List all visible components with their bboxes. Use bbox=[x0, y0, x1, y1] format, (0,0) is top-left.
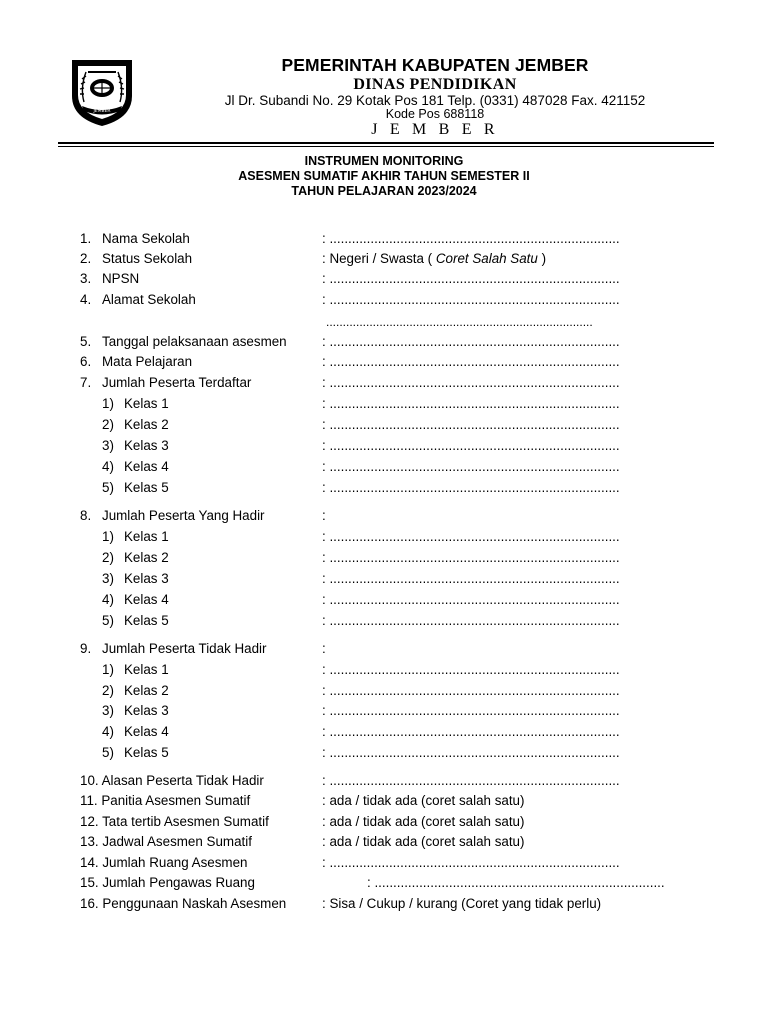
item-label: 15. Jumlah Pengawas Ruang bbox=[80, 875, 255, 890]
item-number: 9. bbox=[80, 641, 92, 656]
sub-item-number: 4) bbox=[102, 592, 114, 607]
sub-item-label: Kelas 2 bbox=[124, 550, 169, 565]
item-label: Nama Sekolah bbox=[102, 231, 190, 246]
item-number: 5. bbox=[80, 334, 92, 349]
sub-item-number: 2) bbox=[102, 550, 114, 565]
sub-item-label: Kelas 5 bbox=[124, 745, 169, 760]
status-options: : Negeri / Swasta ( Coret Salah Satu ) bbox=[322, 251, 547, 266]
item-number: 7. bbox=[80, 375, 92, 390]
header-address: Jl Dr. Subandi No. 29 Kotak Pos 181 Telp. (0331) 487028 Fax. 421152 bbox=[224, 93, 646, 108]
document-title-line-2: ASESMEN SUMATIF AKHIR TAHUN SEMESTER II bbox=[238, 169, 530, 183]
item-label: 12. Tata tertib Asesmen Sumatif bbox=[80, 814, 269, 829]
fill-in-line[interactable]: : .............................................................................. bbox=[367, 875, 665, 890]
item-number: 2. bbox=[80, 251, 92, 266]
item-label: 16. Penggunaan Naskah Asesmen bbox=[80, 896, 287, 911]
form-row-tata-tertib bbox=[0, 814, 768, 830]
form-row-alamat-continuation bbox=[0, 314, 768, 330]
item-label: NPSN bbox=[102, 271, 140, 286]
document-title-line-3: TAHUN PELAJARAN 2023/2024 bbox=[291, 184, 477, 198]
sub-item-label: Kelas 2 bbox=[124, 683, 169, 698]
fill-in-line[interactable]: : .............................................................................. bbox=[322, 703, 620, 718]
form-row-tidak-hadir-kelas-1 bbox=[0, 662, 768, 678]
item-label: Status Sekolah bbox=[102, 251, 193, 266]
form-row-tidak-hadir-kelas-4 bbox=[0, 724, 768, 740]
form-row-penggunaan-naskah bbox=[0, 896, 768, 912]
fill-in-line-continuation[interactable]: ................................................................................ bbox=[326, 315, 593, 329]
fill-in-line[interactable]: : .............................................................................. bbox=[322, 417, 620, 432]
fill-in-line[interactable]: : .............................................................................. bbox=[322, 592, 620, 607]
fill-in-line[interactable]: : .............................................................................. bbox=[322, 683, 620, 698]
form-row-peserta-tidak-hadir bbox=[0, 641, 768, 657]
sub-item-number: 5) bbox=[102, 480, 114, 495]
header-city: J E M B E R bbox=[371, 121, 499, 138]
fill-in-line[interactable]: : .............................................................................. bbox=[322, 354, 620, 369]
document-title-line-1: INSTRUMEN MONITORING bbox=[304, 154, 464, 168]
fill-in-line[interactable]: : .............................................................................. bbox=[322, 550, 620, 565]
form-row-mata-pelajaran bbox=[0, 354, 768, 370]
fill-in-line[interactable]: : .............................................................................. bbox=[322, 724, 620, 739]
sub-item-number: 3) bbox=[102, 571, 114, 586]
sub-item-label: Kelas 2 bbox=[124, 417, 169, 432]
sub-item-number: 1) bbox=[102, 529, 114, 544]
item-label: Alamat Sekolah bbox=[102, 292, 196, 307]
form-row-tidak-hadir-kelas-2 bbox=[0, 683, 768, 699]
fill-in-line[interactable]: : .............................................................................. bbox=[322, 613, 620, 628]
sub-item-label: Kelas 5 bbox=[124, 480, 169, 495]
form-row-hadir-kelas-3 bbox=[0, 571, 768, 587]
item-label: 10. Alasan Peserta Tidak Hadir bbox=[80, 773, 264, 788]
header-department-title: DINAS PENDIDIKAN bbox=[353, 76, 517, 93]
form-row-hadir-kelas-1 bbox=[0, 529, 768, 545]
sub-item-number: 1) bbox=[102, 662, 114, 677]
fill-in-line[interactable]: : .............................................................................. bbox=[322, 529, 620, 544]
form-row-peserta-hadir bbox=[0, 508, 768, 524]
item-number: 6. bbox=[80, 354, 92, 369]
form-row-panitia-asesmen bbox=[0, 793, 768, 809]
form-row-npsn bbox=[0, 271, 768, 287]
item-colon: : bbox=[322, 508, 326, 523]
form-row-alamat-sekolah bbox=[0, 292, 768, 308]
sub-item-number: 2) bbox=[102, 417, 114, 432]
sub-item-label: Kelas 1 bbox=[124, 529, 169, 544]
sub-item-label: Kelas 3 bbox=[124, 703, 169, 718]
sub-item-label: Kelas 1 bbox=[124, 396, 169, 411]
sub-item-number: 4) bbox=[102, 459, 114, 474]
sub-item-label: Kelas 4 bbox=[124, 724, 169, 739]
sub-item-number: 2) bbox=[102, 683, 114, 698]
item-label: 11. Panitia Asesmen Sumatif bbox=[80, 793, 251, 808]
form-row-alasan-tidak-hadir bbox=[0, 773, 768, 789]
form-row-jumlah-pengawas bbox=[0, 875, 768, 891]
form-row-status-sekolah bbox=[0, 251, 768, 267]
item-number: 8. bbox=[80, 508, 92, 523]
choice-options[interactable]: : ada / tidak ada (coret salah satu) bbox=[322, 834, 525, 849]
form-row-terdaftar-kelas-1 bbox=[0, 396, 768, 412]
fill-in-line[interactable]: : .............................................................................. bbox=[322, 571, 620, 586]
sub-item-label: Kelas 3 bbox=[124, 438, 169, 453]
choice-options[interactable]: : ada / tidak ada (coret salah satu) bbox=[322, 793, 525, 808]
item-colon: : bbox=[322, 641, 326, 656]
form-row-terdaftar-kelas-2 bbox=[0, 417, 768, 433]
form-row-terdaftar-kelas-5 bbox=[0, 480, 768, 496]
sub-item-number: 4) bbox=[102, 724, 114, 739]
item-number: 4. bbox=[80, 292, 92, 307]
form-row-terdaftar-kelas-4 bbox=[0, 459, 768, 475]
item-number: 1. bbox=[80, 231, 92, 246]
fill-in-line[interactable]: : .............................................................................. bbox=[322, 745, 620, 760]
sub-item-label: Kelas 4 bbox=[124, 459, 169, 474]
fill-in-line[interactable]: : .............................................................................. bbox=[322, 773, 620, 788]
sub-item-number: 3) bbox=[102, 438, 114, 453]
form-row-hadir-kelas-4 bbox=[0, 592, 768, 608]
item-label: 14. Jumlah Ruang Asesmen bbox=[80, 855, 248, 870]
fill-in-line[interactable]: : .............................................................................. bbox=[322, 375, 620, 390]
form-row-jumlah-ruang bbox=[0, 855, 768, 871]
svg-text:JEMBER: JEMBER bbox=[93, 109, 111, 114]
item-label: Jumlah Peserta Terdaftar bbox=[102, 375, 252, 390]
sub-item-number: 5) bbox=[102, 613, 114, 628]
sub-item-label: Kelas 3 bbox=[124, 571, 169, 586]
item-label: Jumlah Peserta Yang Hadir bbox=[102, 508, 265, 523]
form-row-tidak-hadir-kelas-3 bbox=[0, 703, 768, 719]
fill-in-line[interactable]: : .............................................................................. bbox=[322, 459, 620, 474]
fill-in-line[interactable]: : .............................................................................. bbox=[322, 334, 620, 349]
form-row-hadir-kelas-5 bbox=[0, 613, 768, 629]
fill-in-line[interactable]: : .............................................................................. bbox=[322, 271, 620, 286]
choice-options[interactable]: : Sisa / Cukup / kurang (Coret yang tidak perlu) bbox=[322, 896, 602, 911]
form-row-nama-sekolah bbox=[0, 231, 768, 247]
item-label: Mata Pelajaran bbox=[102, 354, 193, 369]
sub-item-label: Kelas 1 bbox=[124, 662, 169, 677]
form-row-tanggal-pelaksanaan bbox=[0, 334, 768, 350]
form-row-jadwal-asesmen bbox=[0, 834, 768, 850]
sub-item-number: 3) bbox=[102, 703, 114, 718]
fill-in-line[interactable]: : .............................................................................. bbox=[322, 231, 620, 246]
sub-item-label: Kelas 5 bbox=[124, 613, 169, 628]
sub-item-label: Kelas 4 bbox=[124, 592, 169, 607]
fill-in-line[interactable]: : .............................................................................. bbox=[322, 438, 620, 453]
sub-item-number: 5) bbox=[102, 745, 114, 760]
fill-in-line[interactable]: : .............................................................................. bbox=[322, 662, 620, 677]
status-instruction: Coret Salah Satu bbox=[435, 251, 538, 266]
fill-in-line[interactable]: : .............................................................................. bbox=[322, 855, 620, 870]
header-postal-code: Kode Pos 688118 bbox=[385, 107, 485, 121]
form-row-peserta-terdaftar bbox=[0, 375, 768, 391]
fill-in-line[interactable]: : .............................................................................. bbox=[322, 480, 620, 495]
sub-item-number: 1) bbox=[102, 396, 114, 411]
item-label: 13. Jadwal Asesmen Sumatif bbox=[80, 834, 252, 849]
item-label: Tanggal pelaksanaan asesmen bbox=[102, 334, 287, 349]
item-number: 3. bbox=[80, 271, 92, 286]
form-row-terdaftar-kelas-3 bbox=[0, 438, 768, 454]
choice-options[interactable]: : ada / tidak ada (coret salah satu) bbox=[322, 814, 525, 829]
form-row-hadir-kelas-2 bbox=[0, 550, 768, 566]
fill-in-line[interactable]: : .............................................................................. bbox=[322, 396, 620, 411]
header-government-title: PEMERINTAH KABUPATEN JEMBER bbox=[281, 55, 589, 75]
item-label: Jumlah Peserta Tidak Hadir bbox=[102, 641, 267, 656]
form-row-tidak-hadir-kelas-5 bbox=[0, 745, 768, 761]
fill-in-line[interactable]: : .............................................................................. bbox=[322, 292, 620, 307]
